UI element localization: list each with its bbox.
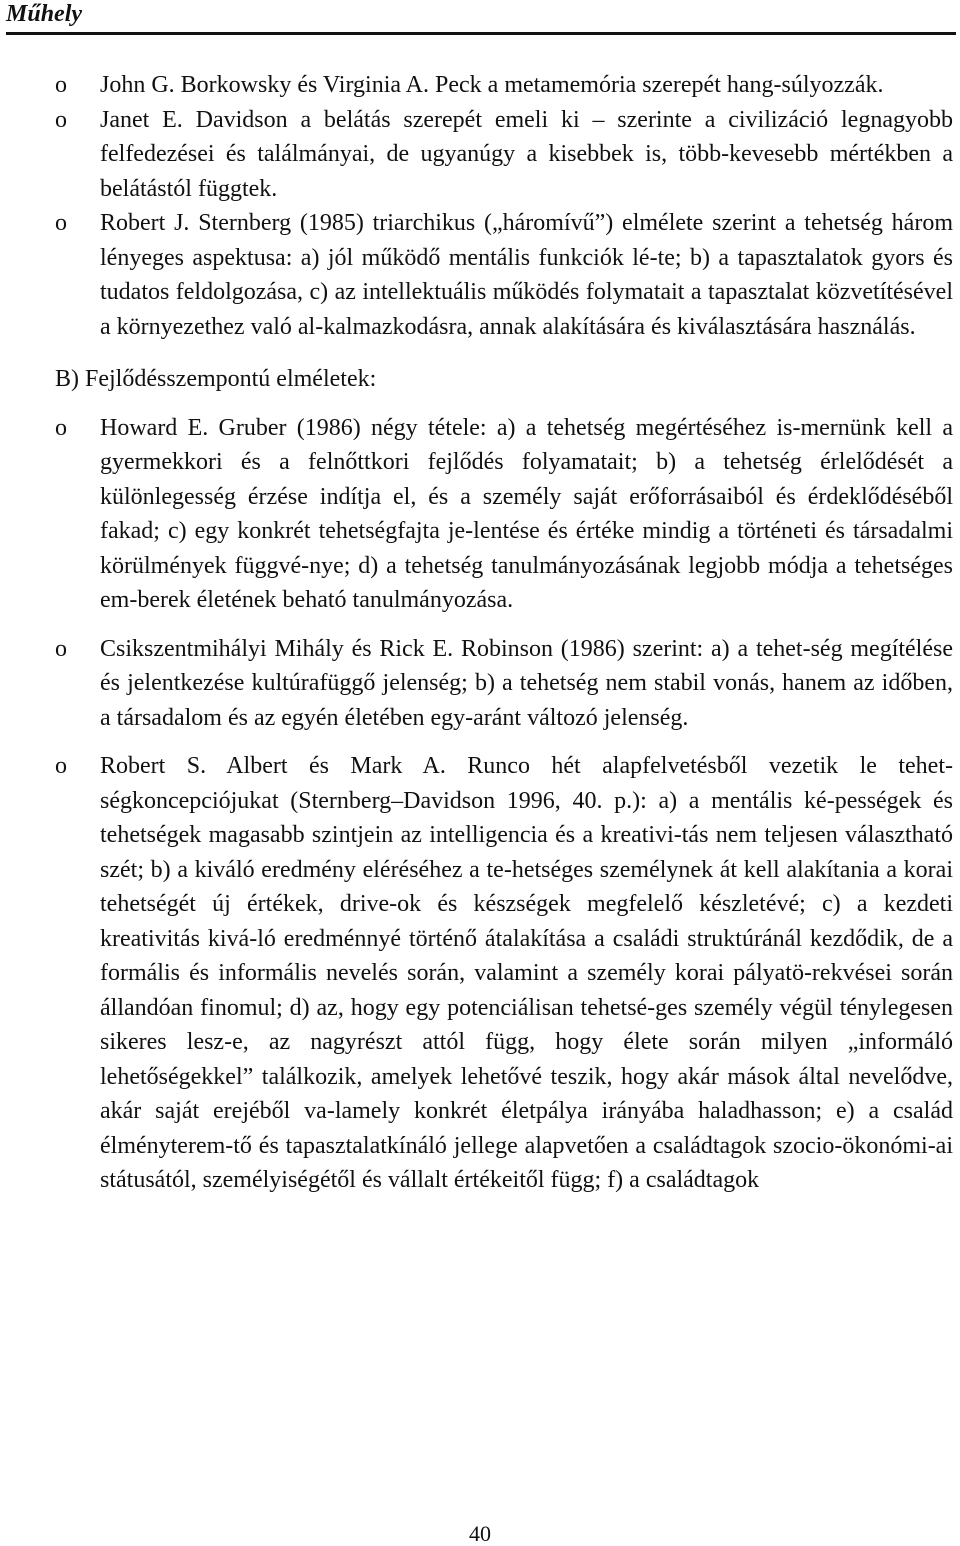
list-item-text: Robert J. Sternberg (1985) triarchikus („háromívű”) elmélete szerint a tehetség három lényeges aspektusa: a) jól működő mentális funkciók lé-te; b) a tapasztalatok gyors és tudatos feldolgozása, c) az intellektuális működés folymatait a tapasztalat közvetítésével a környezethez való al-kalmazkodásra, annak alakítására és kiválasztására használás. xyxy=(100,210,953,340)
list-item xyxy=(55,206,953,344)
list-item xyxy=(55,749,953,1198)
bullet-icon: o xyxy=(55,753,67,779)
bullet-icon: o xyxy=(55,414,67,441)
bullet-icon: o xyxy=(55,210,67,236)
bullet-icon: o xyxy=(55,635,67,662)
list-item-text: Janet E. Davidson a belátás szerepét emeli ki – szerinte a civilizáció legnagyobb felfedezései és találmányai, de ugyanúgy a kisebbek is, több-kevesebb mértékben a belátástól függtek. xyxy=(100,106,953,202)
list-item xyxy=(55,68,953,103)
list-item xyxy=(55,103,953,207)
list-item-text: Csikszentmihályi Mihály és Rick E. Robinson (1986) szerint: a) a tehet-ség megítélése és jelentkezése kultúrafüggő jelenség; b) a tehetség nem stabil vonás, hanem az időben, a társadalom és az egyén életében egy-aránt változó jelenség. xyxy=(100,635,953,731)
bullet-icon: o xyxy=(55,72,67,98)
page-number: 40 xyxy=(469,1521,491,1546)
list-item-text: Howard E. Gruber (1986) négy tétele: a) a tehetség megértéséhez is-mernünk kell a gyermekkori és a felnőttkori fejlődés folyamatait; b) a tehetség érlelődését a különlegesség érzése indítja el, és a személy saját erőforrásaiból és érdeklődéséből fakad; c) egy konkrét tehetségfajta je-lentése és értéke mindig a történeti és társadalmi körülmények függvé-nye; d) a tehetség tanulmányozásának legjobb módja a tehetséges em-berek életének beható tanulmányozása. xyxy=(100,414,953,613)
header-rule xyxy=(6,32,956,35)
page-header xyxy=(0,0,960,30)
list-item xyxy=(55,411,953,618)
list-item-text: John G. Borkowsky és Virginia A. Peck a metamemória szerepét hang-súlyozzák. xyxy=(100,72,884,98)
section-heading: B) Fejlődésszempontú elméletek: xyxy=(55,366,377,392)
running-header-title: Műhely xyxy=(6,1,83,27)
list-item-text: Robert S. Albert és Mark A. Runco hét alapfelvetésből vezetik le tehet-ségkoncepciójukat (Sternberg–Davidson 1996, 40. p.): a) a mentális ké-pességek és tehetségek magasabb szintjein az intelligencia és a kreativi-tás nem teljesen választható szét; b) a kiváló eredmény eléréséhez a te-hetséges személynek át kell alakítania a korai tehetségét új értékek, drive-ok és készségek megfelelő készletévé; c) a kezdeti kreativitás kivá-ló eredménnyé történő átalakítása a családi struktúránál kezdődik, de a formális és informális nevelés során, valamint a személy korai pályatö-rekvései során állandóan finomul; d) az, hogy egy potenciálisan tehetsé-ges személy végül ténylegesen sikeres lesz-e, az nagyrészt attól függ, hogy élete során milyen „informáló lehetőségekkel” találkozik, amelyek lehetővé teszik, hogy akár mások által nevelődve, akár saját erejéből va-lamely konkrét életpálya irányába haladhasson; e) a család élményterem-tő és tapasztalatkínáló jellege alapvetően a családtagok szocio-ökonómi-ai státusától, személyiségétől és vállalt értékeitől függ; f) a családtagok xyxy=(100,753,953,1193)
main-content xyxy=(55,68,953,1198)
list-item xyxy=(55,632,953,736)
bullet-icon: o xyxy=(55,106,67,133)
